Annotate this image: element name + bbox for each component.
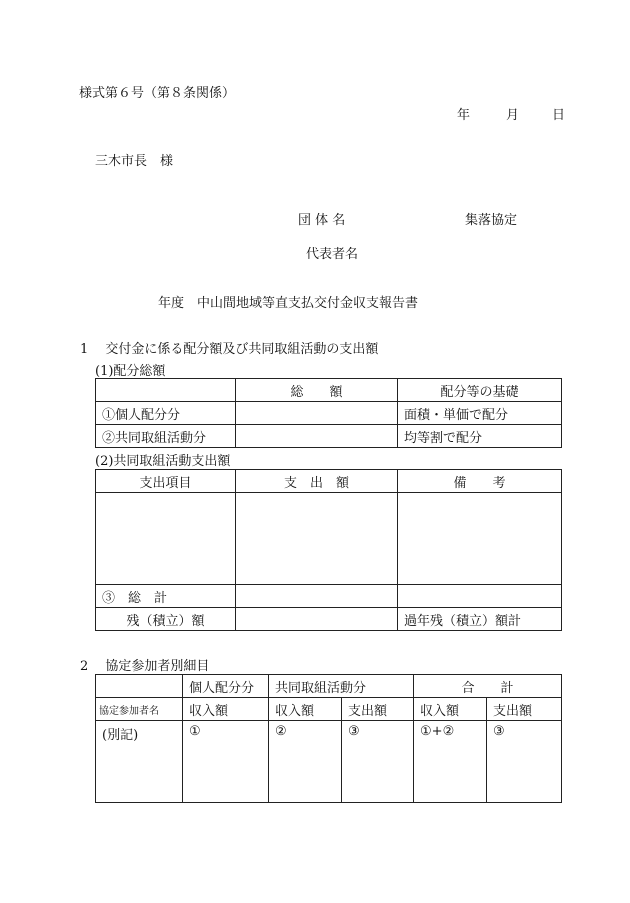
table-row bbox=[96, 379, 562, 402]
table-row bbox=[96, 675, 562, 698]
expenditure-table bbox=[95, 469, 562, 631]
table-row bbox=[96, 402, 562, 425]
participant-table bbox=[95, 674, 562, 803]
table-cell: ② bbox=[269, 721, 342, 803]
table-cell: ③ bbox=[487, 721, 562, 803]
group-name-label: 団 体 名 bbox=[298, 213, 346, 228]
date-year: 年 bbox=[457, 108, 471, 123]
table-row bbox=[96, 585, 562, 608]
table-row bbox=[96, 698, 562, 721]
table-row bbox=[96, 470, 562, 493]
representative-label: 代表者名 bbox=[306, 247, 359, 262]
table-cell bbox=[236, 402, 398, 425]
table-cell bbox=[236, 493, 398, 585]
table-cell: 均等割で配分 bbox=[398, 425, 562, 448]
table-cell bbox=[236, 425, 398, 448]
past-balance-label: 過年残（積立）額計 bbox=[398, 608, 562, 631]
table-cell: (別記) bbox=[96, 721, 183, 803]
table-header-cell: 個人配分分 bbox=[183, 675, 269, 698]
table-cell: ①個人配分分 bbox=[96, 402, 236, 425]
table-cell: ②共同取組活動分 bbox=[96, 425, 236, 448]
table-header-cell: 総 額 bbox=[236, 379, 398, 402]
document-title: 年度 中山間地域等直支払交付金収支報告書 bbox=[158, 296, 419, 311]
table-cell bbox=[236, 585, 398, 608]
table-cell bbox=[96, 493, 236, 585]
section1-heading: 1 交付金に係る配分額及び共同取組活動の支出額 bbox=[80, 342, 379, 357]
addressee: 三木市長 様 bbox=[95, 154, 174, 169]
table-row bbox=[96, 425, 562, 448]
section1-sub1-heading: (1)配分総額 bbox=[95, 364, 166, 379]
section2-heading: 2 協定参加者別細目 bbox=[80, 659, 210, 674]
table-header-cell: 収入額 bbox=[414, 698, 487, 721]
table-row bbox=[96, 493, 562, 585]
table-cell bbox=[236, 608, 398, 631]
section1-sub2-heading: (2)共同取組活動支出額 bbox=[95, 454, 231, 469]
table-header-cell: 協定参加者名 bbox=[96, 698, 183, 721]
table-row bbox=[96, 721, 562, 803]
table-header-cell: 収入額 bbox=[183, 698, 269, 721]
table-header-cell: 合 計 bbox=[414, 675, 562, 698]
table-header-cell: 支出額 bbox=[342, 698, 414, 721]
form-number: 様式第６号（第８条関係） bbox=[79, 86, 236, 101]
table-cell: 面積・単価で配分 bbox=[398, 402, 562, 425]
table-cell bbox=[398, 585, 562, 608]
table-row bbox=[96, 608, 562, 631]
table-header-cell: 支 出 額 bbox=[236, 470, 398, 493]
table-header-cell: 共同取組活動分 bbox=[269, 675, 414, 698]
table-header-cell: 備 考 bbox=[398, 470, 562, 493]
table-cell: ① bbox=[183, 721, 269, 803]
table-cell: ③ bbox=[342, 721, 414, 803]
allocation-table bbox=[95, 378, 562, 448]
date-month: 月 bbox=[506, 108, 520, 123]
table-header-cell bbox=[96, 675, 183, 698]
balance-label: 残（積立）額 bbox=[96, 608, 236, 631]
total-label: ③ 総 計 bbox=[96, 585, 236, 608]
table-header-cell bbox=[96, 379, 236, 402]
table-header-cell: 収入額 bbox=[269, 698, 342, 721]
table-header-cell: 配分等の基礎 bbox=[398, 379, 562, 402]
table-header-cell: 支出額 bbox=[487, 698, 562, 721]
group-name-value: 集落協定 bbox=[465, 213, 518, 228]
table-header-cell: 支出項目 bbox=[96, 470, 236, 493]
table-cell bbox=[398, 493, 562, 585]
table-cell: ①+② bbox=[414, 721, 487, 803]
date-day: 日 bbox=[552, 108, 566, 123]
